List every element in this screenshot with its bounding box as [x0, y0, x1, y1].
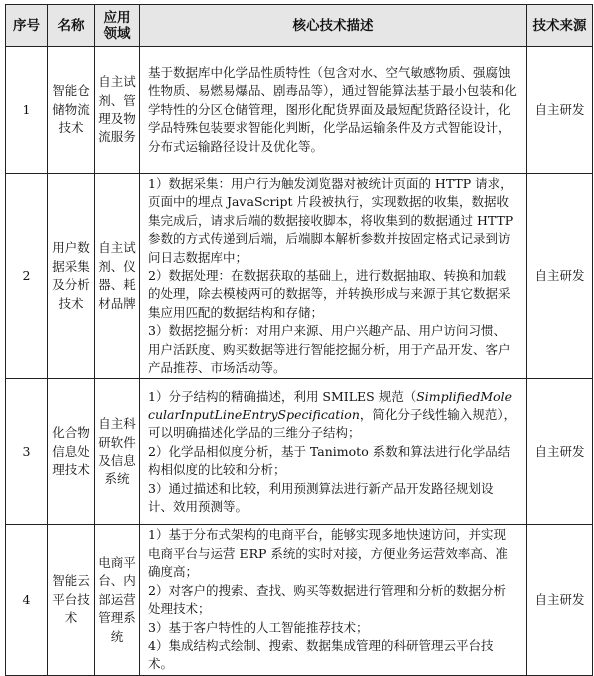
desc-item: 2）化学品相似度分析，基于 Tanimoto 系数和算法进行化学品结构相似度的比较和分析； — [148, 443, 511, 478]
row-no: 3 — [6, 379, 48, 525]
desc-item: 3）通过描述和比较，利用预测算法进行新产品开发路径规划设计、效用预测等。 — [148, 480, 494, 514]
table-row — [6, 379, 593, 525]
desc-item: 1）基于分布式架构的电商平台，能够实现多地快速访问，并实现电商平台与运营 ERP 系统的实时对接，方便业务运营效率高、准确度高； — [148, 527, 508, 580]
table-row — [6, 174, 593, 379]
row-desc — [140, 379, 527, 525]
desc-item — [148, 388, 517, 443]
header-source: 技术来源 — [527, 5, 593, 47]
row-source: 自主研发 — [527, 47, 593, 174]
row-field: 电商平台、内部运营管理系统 — [95, 525, 140, 675]
desc-item: 4）集成结构式绘制、搜索、数据集成管理的科研管理云平台技术。 — [148, 637, 494, 672]
row-desc: 基于数据库中化学品性质特性（包含对水、空气敏感物质、强腐蚀性物质、易燃易爆品、剧毒品等），通过智能算法基于最小包装和化学特性的分区仓储管理，图形化配货界面及最短配货路径设计，化学品特殊包装要求智能化判断，化学品运输条件及方式智能设计，分布式运输路径设计及优化等。 — [140, 47, 527, 174]
row-name: 用户数据采集及分析技术 — [48, 174, 95, 379]
desc-item: 2）数据处理：在数据获取的基础上，进行数据抽取、转换和加载的处理，除去模棱两可的数据等，并转换形成与来源于其它数据采集应用匹配的数据结构和存储； — [148, 268, 511, 320]
table-row — [6, 47, 593, 174]
header-name: 名称 — [48, 5, 95, 47]
desc-item: 3）数据挖掘分析：对用户来源、用户兴趣产品、用户访问习惯、用户活跃度、购买数据等进行智能挖掘分析，用于产品开发、客户产品推荐、市场活动等。 — [148, 323, 511, 376]
row-name: 化合物信息处理技术 — [48, 379, 95, 525]
desc-text: 1）分子结构的精确描述，利用 SMILES 规范（ — [148, 388, 417, 404]
desc-item: 3）基于客户特性的人工智能推荐技术； — [148, 619, 369, 635]
header-field: 应用领域 — [95, 5, 140, 47]
row-desc — [140, 174, 527, 379]
technology-table — [5, 4, 593, 676]
row-no: 2 — [6, 174, 48, 379]
row-source: 自主研发 — [527, 174, 593, 379]
header-no: 序号 — [6, 5, 48, 47]
row-field: 自主科研软件及信息系统 — [95, 379, 140, 525]
desc-item: 1）数据采集：用户行为触发浏览器对被统计页面的 HTTP 请求，页面中的埋点 JavaScript 片段被执行，实现数据的收集，数据收集完成后，请求后端的数据接收脚本，将收集到的数据通过 HTTP 参数的方式传递到后端，后端脚本解析参数并按固定格式记录到访问日志数据库中； — [148, 176, 514, 265]
desc-item: 2）对客户的搜索、查找、购买等数据进行管理和分析的数据分析处理技术； — [148, 582, 506, 617]
table-row — [6, 525, 593, 675]
row-desc — [140, 525, 527, 675]
row-field: 自主试剂、仪器、耗材品牌 — [95, 174, 140, 379]
row-name: 智能云平台技术 — [48, 525, 95, 675]
row-source: 自主研发 — [527, 379, 593, 525]
row-source: 自主研发 — [527, 525, 593, 675]
row-field: 自主试剂、管理及物流服务 — [95, 47, 140, 174]
smiles-term: SimplifiedMolecularInputLineEntrySpecification — [148, 388, 513, 422]
desc-text: ，简化分子线性输入规范），可以明确描述化学品的三维分子结构； — [148, 406, 517, 441]
table-header-row — [6, 5, 593, 47]
row-name: 智能仓储物流技术 — [48, 47, 95, 174]
header-desc: 核心技术描述 — [140, 5, 527, 47]
row-no: 4 — [6, 525, 48, 675]
row-no: 1 — [6, 47, 48, 174]
